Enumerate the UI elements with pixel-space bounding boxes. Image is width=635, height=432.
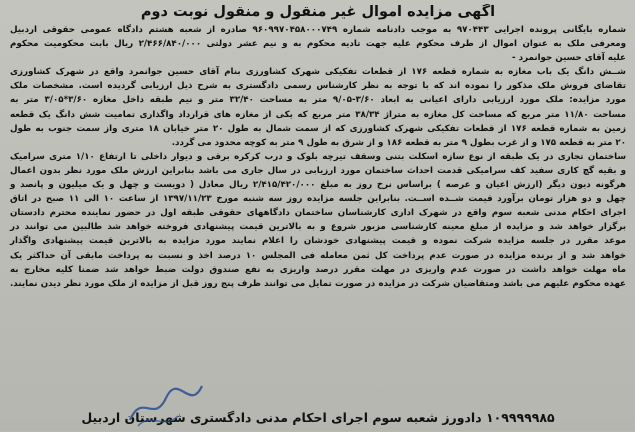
notice-line: هرگونه دیون دیگر (ارزش اعیان و عرصه ) براساس نرخ روز به مبلغ ۲/۴۱۵/۴۲۰/۰۰۰ ریال معادل ( دویست و چهل و یک میلیون و پانصد و (10, 180, 626, 191)
auction-notice (8, 4, 628, 429)
notice-line: ماه مهلت خواهد داشت در صورت عدم واریزی در مهلت مقرر درصد واریزی به نفع صندوق دولت ضبط خواهد شد ضمنا کلیه مخارج به (10, 264, 626, 275)
notice-line: موعد مقرر در جلسه مزایده شرکت نموده و قیمت پیشنهادی خودشان را اعلام نمایند مورد مزایده به بالاترین قیمت پیشنهادی واگذار (10, 236, 626, 247)
notice-line: خواهد شد و از برنده مزایده در صورت عدم پرداخت کل ثمن معامله فی المجلس ۱۰ درصد اخذ و نسبت به پرداخت مابقی آن حداکثر یک (10, 250, 626, 261)
notice-line: تقاضای فروش ملک مذکور را نموده اند که با توجه به نظر کارشناس رسمی دادگستری به شرح ذیل ارزیابی گردیده است. مشخصات ملک (10, 81, 626, 92)
signature-line: ۱۰۹۹۹۹۹۸۵ دادورز شعبه سوم اجرای احکام مدنی دادگستری شهرستان اردبیل (81, 410, 555, 425)
notice-line: ومعرفی ملک به عنوان اموال از طرف محکوم علیه جهت تادیه محکوم به و نیم عشر دولتی ۲/۴۶۶/۸۴۰/۰۰۰ ریال بابت محکومیت محکوم (10, 39, 626, 50)
notice-line: مورد مزایده: ملک مورد ارزیابی دارای اعیانی به ابعاد ۳/۶۰-۹/۰۵ متر به مساحت ۳۲/۴۰ متر و نیم طبقه داخل مغازه ۳/۶۰*۳/۰۵ متر به (10, 95, 627, 106)
notice-line: و بقیه گچ کاری سفید کف سرامیکی قدمت احداث ساختمان مورد ارزیابی در سال جاری می باشد بنابراین ارزش ملک مورد نظر بدون اعمال (10, 165, 626, 176)
notice-line: علیه آقای حسین جوانمرد - (512, 53, 626, 64)
notice-line: اجرای احکام مدنی شعبه سوم واقع در شهرک اداری کارشناسان ساختمان دادگاههای حقوقی طبقه اول در حضور نماینده محترم دادستان (10, 208, 626, 219)
notice-line: ۲۰ متر به قطعه ۱۷۵ و از غرب بطول ۹ متر به قطعه ۱۸۶ و از شرق به طول ۹ متر به کوچه محدود می گردد. (171, 137, 626, 148)
notice-line: برگزار خواهد شد و مزایده از مبلغ معینه کارشناسی مزبور شروع و به بالاترین قیمت پیشنهادی فروخته خواهد شد طالبین می توانند در (10, 222, 626, 233)
notice-line: مساحت ۱۱/۸۰ متر مربع که مساحت کل مغازه به متراژ ۳۸/۳۴ متر مربع که یکی از مغازه های قرارداد واگذاری تمامیت شش دانگ یک قطعه (10, 109, 627, 120)
notice-line: شــش دانگ یک باب مغازه به شماره قطعه ۱۷۶ از قطعات تفکیکی شهرک کشاورزی بنام آقای حسین جوانمرد واقع در شهرک کشاورزی (10, 67, 626, 78)
notice-line: زمین به شماره قطعه ۱۷۶ از قطعات تفکیکی شهرک کشاورزی که از سمت شمال به طول ۲۰ متر خیابان ۱۸ متری واز سمت جنوب به طول (10, 123, 626, 134)
notice-title: آگهی مزایده اموال غیر منقول و منقول نوبت دوم (140, 4, 496, 20)
notice-line: ساختمان تجاری در یک طبقه از نوع سازه اسکلت بتنی وسقف تیرچه بلوک و درب کرکره برقی و دیوار داخلی تا ارتفاع ۱/۱۰ متری سرامیک (10, 151, 626, 162)
notice-line: عهده محکوم علیهم می باشد ومتقاضیان شرکت در مزایده در صورت تمایل می توانند ظرف پنج روز قبل از مزایده از ملک مورد نظر دیدن نمایند. (10, 278, 626, 289)
notice-line: شماره بایگانی پرونده اجرایی ۹۷۰۴۴۳ به موجب دادنامه شماره ۹۶۰۹۹۷۰۴۵۸۰۰۰۷۴۹ صادره از شعبه هشتم دادگاه عمومی حقوقی اردبیل (10, 25, 626, 35)
notice-line: چهل و دو هزار تومان برآورد قیمت شــده اســت. بنابراین جلسه مزایده روز سه شنبه مورخ ۱۳۹۷/۱۱/۲۳ از ساعت ۱۰ الی ۱۱ صبح در اتاق (10, 194, 626, 205)
